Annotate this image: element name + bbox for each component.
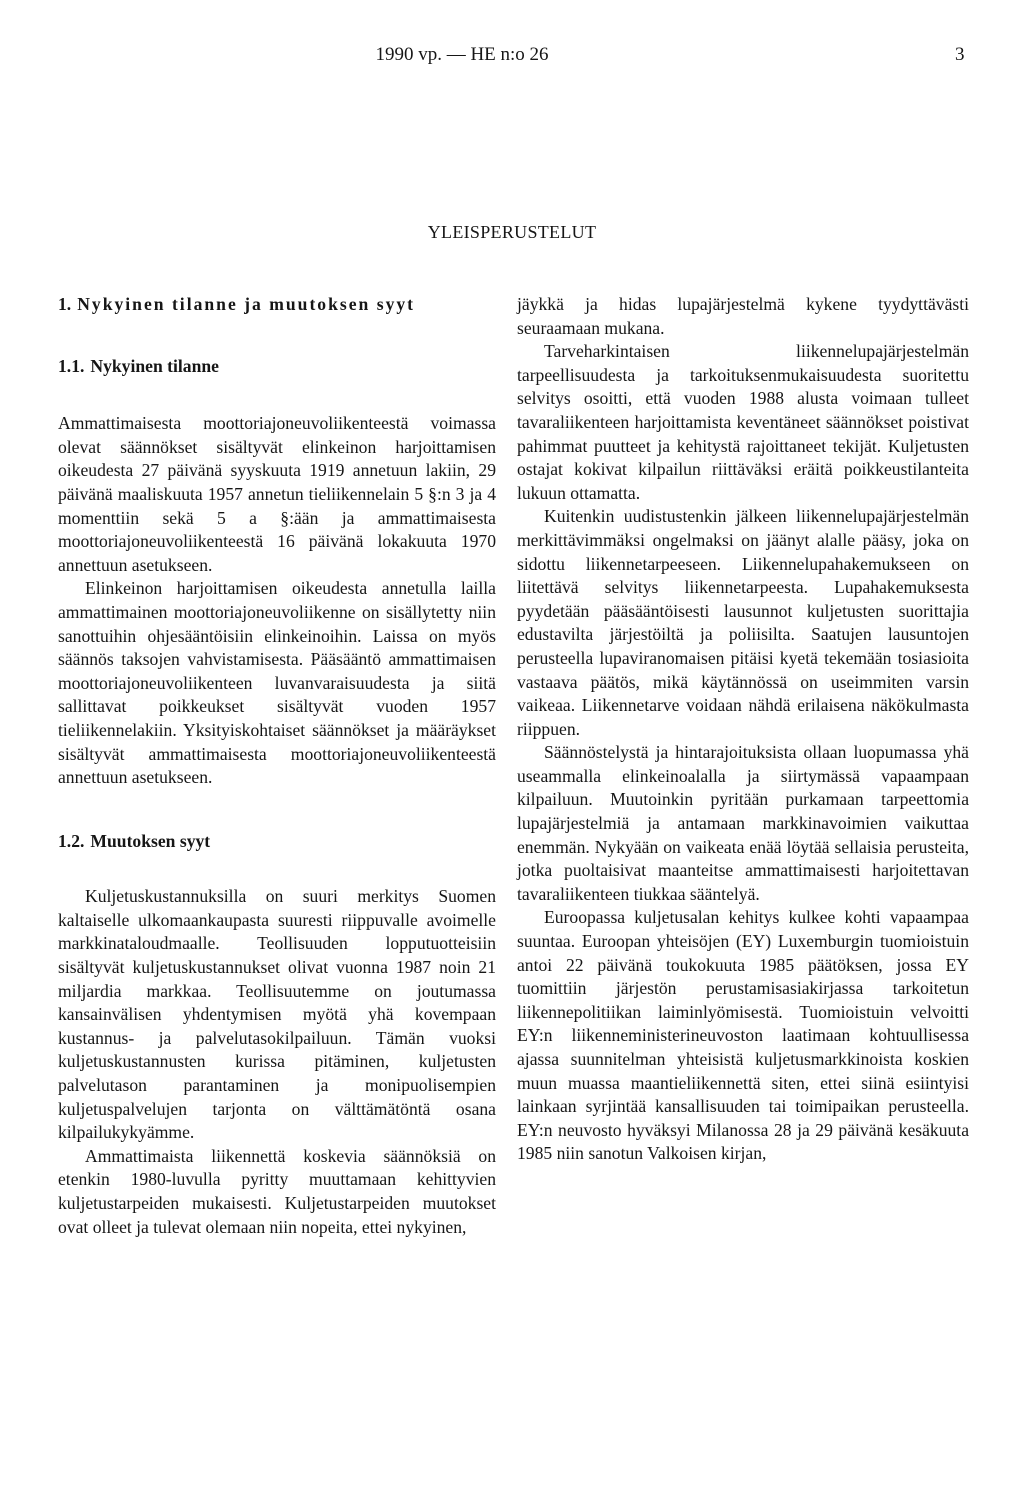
paragraph: Ammattimaisesta moottoriajoneuvoliikenteestä voimassa olevat säännökset sisältyvät elinkeinon harjoittamisen oikeudesta 27 päivänä syyskuuta 1919 annetuun lakiin, 29 päivänä maaliskuuta 1957 annetun tieliikennelain 5 §:n 3 ja 4 momenttiin sekä 5 a §:ään ja ammattimaisesta moottoriajoneuvoliikenteestä 16 päivänä lokakuuta 1970 annettuun asetukseen.	[58, 413, 496, 575]
page-number: 3	[955, 44, 965, 65]
paragraph: Kuljetuskustannuksilla on suuri merkitys Suomen kaltaiselle ulkomaankaupasta suuresti riippuvalle avoimelle markkinataloudmaalle. Teollisuuden lopputuotteisiin sisältyvät kuljetuskustannukset olivat vuonna 1987 noin 21 miljardia markkaa. Teollisuutemme on joutumassa kansainvälisen yhdentymisen myötä yhä kovempaan kustannus- ja palvelutasokilpailuun. Tämän vuoksi kuljetuskustannusten kurissa pitäminen, kuljetusten palvelutason parantaminen ja monipuolisempien kuljetuspalvelujen tarjonta on välttämätöntä osana kilpailukykyämme.	[58, 886, 496, 1143]
heading-1-1-number: 1.1.	[58, 355, 85, 376]
heading-1-2-number: 1.2.	[58, 830, 85, 851]
paragraph: Tarveharkintaisen liikennelupajärjestelmän tarpeellisuudesta ja tarkoituksenmukaisuudesta suoritettu selvitys osoitti, että vuoden 1988 alusta voimaan tulleet tavaraliikenteen harjoittamista keventäneet säännökset poistivat pahimmat puutteet ja kehitystä rajoittaneet tekijät. Kuljetusten ostajat kokivat kilpailun riittäväksi eräitä poikkeustilanteita lukuun ottamatta.	[517, 341, 969, 503]
paragraph: Elinkeinon harjoittamisen oikeudesta annetulla lailla ammattimainen moottoriajoneuvoliikenne on sisällytetty niin sanottuihin ohjesääntöisiin elinkeinoihin. Laissa on myös säännös taksojen vahvistamisesta. Pääsääntö ammattimaisen moottoriajoneuvoliikenteen luvanvaraisuudesta ja siitä sallittavat poikkeukset sisältyvät vuoden 1957 tieliikennelakiin. Yksityiskohtaiset säännökset ja määräykset sisältyvät ammattimaisesta moottoriajoneuvoliikenteestä annettuun asetukseen.	[58, 578, 496, 788]
document-reference: 1990 vp. — HE n:o 26	[375, 44, 549, 65]
heading-1-text: Nykyinen tilanne ja muutoksen syyt	[77, 294, 416, 314]
right-column	[517, 293, 969, 1166]
paragraph: Euroopassa kuljetusalan kehitys kulkee kohti vapaampaa suuntaa. Euroopan yhteisöjen (EY) Luxemburgin tuomioistuin antoi 22 päivänä toukokuuta 1985 päätöksen, jossa EY tuomittiin järjestön perustamisasiakirjassa tarkoitetun liikennepolitiikan laiminlyömisestä. Tuomioistuin velvoitti EY:n liikenneministerineuvoston laatimaan kohtuullisessa ajassa suunnitelman yhteisistä kuljetusmarkkinoista koskien muun muassa maantieliikennettä siten, ettei siinä esiintyisi lainkaan syrjintää kansallisuuden tai toimipaikan perusteella. EY:n neuvosto hyväksyi Milanossa 28 ja 29 päivänä kesäkuuta 1985 niin sanotun Valkoisen kirjan,	[517, 907, 969, 1164]
section-title: YLEISPERUSTELUT	[427, 222, 597, 242]
paragraph: Ammattimaista liikennettä koskevia säännöksiä on etenkin 1980-luvulla pyritty muuttamaan kehittyvien kuljetustarpeiden mukaisesti. Kuljetustarpeiden muutokset ovat olleet ja tulevat olemaan niin nopeita, ettei nykyinen,	[58, 1145, 496, 1237]
heading-1-2	[58, 830, 496, 854]
heading-1-2-text: Muutoksen syyt	[90, 830, 211, 851]
page-header	[0, 44, 1024, 84]
heading-1	[58, 293, 458, 317]
heading-1-1-text: Nykyinen tilanne	[90, 355, 219, 376]
heading-1-1	[58, 355, 496, 379]
left-column	[58, 293, 496, 1239]
paragraph: Kuitenkin uudistustenkin jälkeen liikennelupajärjestelmän merkittävimmäksi ongelmaksi on jäänyt alalle pääsy, joka on sidottu liikennetarpeeseen. Liikennelupahakemukseen on liitettävä selvitys liikennetarpeesta. Lupahakemuksesta pyydetään pääsääntöisesti lausunnot kuljetusten suorittajia edustavilta järjestöiltä ja poliisilta. Saatujen lausuntojen perusteella lupaviranomaisen pitäisi kyetä tekemään tosiasioita vastaava päätös, mikä käytännössä on useimmiten varsin vaikeaa. Liikennetarve voidaan nähdä erilaisena näkökulmasta riippuen.	[517, 506, 969, 739]
paragraph: jäykkä ja hidas lupajärjestelmä kykene tyydyttävästi seuraamaan mukana.	[517, 294, 969, 338]
paragraph: Säännöstelystä ja hintarajoituksista ollaan luopumassa yhä useammalla elinkeinoalalla ja siirtymässä vapaampaan kilpailuun. Muutoinkin pyritään purkamaan tarpeettomia lupajärjestelmiä ja antamaan markkinavoimien vaikuttaa enemmän. Nykyään on vaikeata enää löytää sellaisia perusteita, jotka puoltaisivat maanteitse ammattimaisesti harjoitettavan tavaraliikenteen tiukkaa sääntelyä.	[517, 742, 969, 904]
heading-1-number: 1.	[58, 294, 72, 314]
